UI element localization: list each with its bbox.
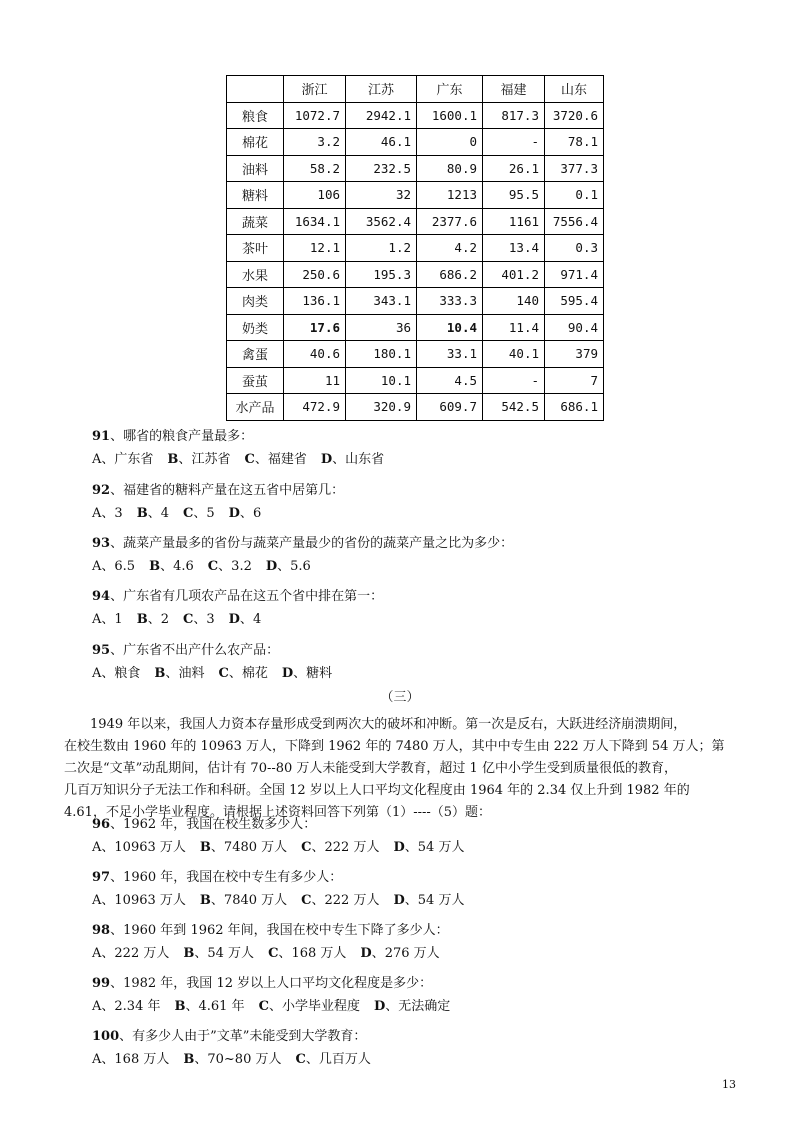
section-title: （三）: [380, 690, 420, 705]
table-cell: 343.1: [346, 288, 417, 315]
table-cell: 232.5: [346, 155, 417, 182]
question-stem: [92, 921, 449, 941]
option-text: 广东省: [114, 452, 154, 467]
passage-paragraph: [64, 714, 744, 824]
option-letter: A: [92, 840, 102, 855]
paragraph-line: 在校生数由 1960 年的 10963 万人，下降到 1962 年的 7480 万人，其中中专生由 222 万人下降到 54 万人；第: [64, 739, 725, 754]
table-cell: 0.1: [545, 182, 604, 209]
option-text: 粮食: [114, 666, 141, 681]
answer-options: [92, 838, 478, 858]
answer-option[interactable]: [92, 557, 135, 577]
option-separator: 、: [277, 559, 291, 574]
answer-option[interactable]: [149, 557, 194, 577]
option-letter: B: [149, 559, 161, 574]
row-label: 禽蛋: [227, 341, 284, 368]
option-separator: 、: [311, 840, 325, 855]
table-cell: 2942.1: [346, 102, 417, 129]
answer-option[interactable]: [92, 610, 123, 630]
question-stem: [92, 815, 316, 835]
table-cell: 0: [417, 129, 483, 156]
table-cell: 26.1: [483, 155, 545, 182]
table-header-cell: [227, 76, 284, 103]
option-text: 小学毕业程度: [281, 999, 360, 1014]
option-separator: 、: [278, 946, 292, 961]
option-separator: 、: [194, 946, 208, 961]
option-text: 1: [114, 612, 123, 627]
question-stem: [92, 868, 342, 888]
option-letter: C: [295, 1052, 306, 1067]
table-header-row: [227, 76, 604, 103]
table-cell: 11.4: [483, 314, 545, 341]
table-cell: 10.4: [417, 314, 483, 341]
table-cell: 4.2: [417, 235, 483, 262]
option-text: 4: [252, 612, 262, 627]
answer-option[interactable]: [393, 891, 464, 911]
table-row: [227, 367, 604, 394]
paragraph-line: 二次是“文革”动乱期间，估计有 70--80 万人未能受到大学教育，超过 1 亿中小学生受到质量很低的教育，: [64, 761, 677, 776]
answer-option[interactable]: [183, 610, 215, 630]
table-cell: 40.1: [483, 341, 545, 368]
table-cell: 17.6: [284, 314, 346, 341]
question-text: 、广东省不出产什么农产品：: [110, 643, 280, 658]
question-number: 95: [92, 643, 111, 658]
option-text: 4: [160, 506, 169, 521]
table-cell: 595.4: [545, 288, 604, 315]
table-row: [227, 288, 604, 315]
option-separator: 、: [101, 999, 115, 1014]
table-cell: 1161: [483, 208, 545, 235]
table-row: [227, 394, 604, 421]
option-text: 几百万人: [318, 1052, 371, 1067]
answer-option[interactable]: [259, 997, 360, 1017]
table-header-cell: 山东: [545, 76, 604, 103]
option-text: 54 万人: [417, 840, 465, 855]
option-separator: 、: [193, 506, 207, 521]
option-letter: D: [393, 893, 405, 908]
option-letter: A: [92, 559, 102, 574]
table-row: [227, 341, 604, 368]
table-cell: 58.2: [284, 155, 346, 182]
option-text: 54 万人: [417, 893, 465, 908]
table-cell: 36: [346, 314, 417, 341]
question-number: 100: [92, 1029, 120, 1044]
question-text: 、福建省的糖料产量在这五省中居第几：: [110, 483, 345, 498]
table-cell: 1.2: [346, 235, 417, 262]
row-label: 油料: [227, 155, 284, 182]
table-cell: 379: [545, 341, 604, 368]
page-number: 13: [722, 1078, 736, 1091]
option-text: 2.34 年: [114, 999, 161, 1014]
option-letter: D: [360, 946, 372, 961]
option-text: 6.5: [114, 559, 136, 574]
option-text: 4.61 年: [198, 999, 245, 1014]
question-number: 93: [92, 536, 111, 551]
table-cell: 140: [483, 288, 545, 315]
option-text: 6: [252, 506, 262, 521]
question-text: 、1962 年，我国在校生数多少人：: [110, 817, 317, 832]
option-text: 168 万人: [114, 1052, 170, 1067]
table-cell: -: [483, 367, 545, 394]
table-cell: 11: [284, 367, 346, 394]
row-label: 水果: [227, 261, 284, 288]
option-letter: D: [393, 840, 405, 855]
table-cell: 333.3: [417, 288, 483, 315]
answer-options: [92, 504, 275, 524]
question-text: 、1960 年，我国在校中专生有多少人：: [110, 870, 343, 885]
option-letter: C: [268, 946, 279, 961]
option-letter: B: [199, 840, 211, 855]
option-separator: 、: [101, 612, 115, 627]
option-separator: 、: [293, 666, 307, 681]
option-separator: 、: [254, 452, 268, 467]
answer-option[interactable]: [167, 450, 230, 470]
option-separator: 、: [193, 612, 207, 627]
option-letter: A: [92, 666, 102, 681]
option-separator: 、: [147, 612, 161, 627]
option-separator: 、: [185, 999, 199, 1014]
answer-option[interactable]: [154, 664, 204, 684]
table-cell: 472.9: [284, 394, 346, 421]
table-cell: 12.1: [284, 235, 346, 262]
answer-option[interactable]: [218, 664, 267, 684]
table-header-cell: 浙江: [284, 76, 346, 103]
table-row: [227, 155, 604, 182]
option-text: 2: [160, 612, 169, 627]
answer-option[interactable]: [393, 838, 464, 858]
question-number: 94: [92, 589, 111, 604]
answer-option[interactable]: [268, 944, 346, 964]
answer-option[interactable]: [92, 1050, 169, 1070]
answer-option[interactable]: [183, 1050, 281, 1070]
answer-option[interactable]: [200, 891, 287, 911]
answer-option[interactable]: [229, 504, 262, 524]
answer-option[interactable]: [92, 944, 169, 964]
row-label: 奶类: [227, 314, 284, 341]
table-cell: 1634.1: [284, 208, 346, 235]
answer-options: [92, 450, 398, 470]
table-body: [227, 102, 604, 420]
table-cell: 609.7: [417, 394, 483, 421]
question-text: 、1982 年，我国 12 岁以上人口平均文化程度是多少：: [110, 976, 433, 991]
question-stem: [92, 974, 432, 994]
answer-option[interactable]: [266, 557, 311, 577]
answer-options: [92, 1050, 385, 1070]
option-separator: 、: [101, 1052, 115, 1067]
answer-options: [92, 997, 464, 1017]
table-cell: 10.1: [346, 367, 417, 394]
row-label: 蔬菜: [227, 208, 284, 235]
table-cell: 90.4: [545, 314, 604, 341]
option-letter: B: [136, 506, 148, 521]
answer-options: [92, 557, 325, 577]
option-text: 7840 万人: [223, 893, 288, 908]
option-separator: 、: [371, 946, 385, 961]
table-cell: 817.3: [483, 102, 545, 129]
question-text: 、有多少人由于”文革”未能受到大学教育：: [119, 1029, 367, 1044]
table-row: [227, 182, 604, 209]
option-text: 222 万人: [114, 946, 170, 961]
table-row: [227, 314, 604, 341]
table-row: [227, 102, 604, 129]
option-text: 油料: [178, 666, 205, 681]
row-label: 蚕茧: [227, 367, 284, 394]
option-letter: A: [92, 999, 102, 1014]
answer-option[interactable]: [92, 450, 153, 470]
option-separator: 、: [101, 893, 115, 908]
question-stem: [92, 481, 344, 501]
option-letter: D: [228, 506, 240, 521]
table-cell: 0.3: [545, 235, 604, 262]
answer-option[interactable]: [92, 838, 186, 858]
answer-option[interactable]: [137, 504, 169, 524]
option-letter: A: [92, 946, 102, 961]
option-separator: 、: [101, 840, 115, 855]
option-separator: 、: [101, 506, 115, 521]
answer-option[interactable]: [295, 1050, 370, 1070]
table-cell: 320.9: [346, 394, 417, 421]
answer-option[interactable]: [244, 450, 306, 470]
table-header-cell: 福建: [483, 76, 545, 103]
option-letter: B: [199, 893, 211, 908]
option-separator: 、: [239, 506, 253, 521]
option-letter: D: [228, 612, 240, 627]
option-letter: D: [320, 452, 333, 467]
option-text: 222 万人: [324, 893, 380, 908]
table-cell: 7: [545, 367, 604, 394]
option-separator: 、: [228, 666, 242, 681]
answer-options: [92, 944, 454, 964]
answer-option[interactable]: [301, 891, 379, 911]
option-letter: A: [92, 1052, 102, 1067]
question-stem: [92, 641, 279, 661]
option-separator: 、: [305, 1052, 319, 1067]
option-text: 糖料: [306, 666, 333, 681]
option-separator: 、: [404, 840, 418, 855]
table-cell: 1600.1: [417, 102, 483, 129]
option-separator: 、: [160, 559, 174, 574]
option-separator: 、: [101, 452, 115, 467]
option-letter: C: [301, 893, 312, 908]
answer-option[interactable]: [229, 610, 262, 630]
question-text: 、蔬菜产量最多的省份与蔬菜产量最少的省份的蔬菜产量之比为多少：: [110, 536, 514, 551]
question-text: 、1960 年到 1962 年间，我国在校中专生下降了多少人：: [110, 923, 449, 938]
table-cell: 136.1: [284, 288, 346, 315]
question-stem: [92, 534, 513, 554]
table-cell: 32: [346, 182, 417, 209]
option-separator: 、: [147, 506, 161, 521]
option-text: 7480 万人: [223, 840, 288, 855]
table-cell: 33.1: [417, 341, 483, 368]
row-label: 肉类: [227, 288, 284, 315]
option-letter: D: [373, 999, 386, 1014]
option-letter: B: [167, 452, 179, 467]
answer-option[interactable]: [137, 610, 169, 630]
option-letter: B: [183, 1052, 195, 1067]
answer-option[interactable]: [92, 504, 123, 524]
table-cell: 80.9: [417, 155, 483, 182]
question-number: 97: [92, 870, 111, 885]
table-cell: 7556.4: [545, 208, 604, 235]
option-letter: A: [92, 893, 102, 908]
answer-option[interactable]: [183, 944, 254, 964]
option-separator: 、: [194, 1052, 208, 1067]
table-cell: 195.3: [346, 261, 417, 288]
option-text: 3: [206, 612, 215, 627]
table-row: [227, 235, 604, 262]
option-text: 10963 万人: [114, 893, 186, 908]
question-number: 96: [92, 817, 111, 832]
option-separator: 、: [404, 893, 418, 908]
table-cell: 542.5: [483, 394, 545, 421]
option-letter: D: [281, 666, 294, 681]
table-cell: 377.3: [545, 155, 604, 182]
answer-option[interactable]: [174, 997, 244, 1017]
question-stem: [92, 587, 383, 607]
option-text: 10963 万人: [114, 840, 186, 855]
table-cell: 13.4: [483, 235, 545, 262]
table-cell: 106: [284, 182, 346, 209]
answer-option[interactable]: [183, 504, 215, 524]
answer-option[interactable]: [301, 838, 379, 858]
option-text: 棉花: [241, 666, 268, 681]
option-separator: 、: [268, 999, 282, 1014]
question-stem: [92, 1027, 366, 1047]
option-separator: 、: [101, 666, 115, 681]
row-label: 糖料: [227, 182, 284, 209]
table-cell: 686.2: [417, 261, 483, 288]
table-row: [227, 129, 604, 156]
option-letter: A: [92, 452, 102, 467]
option-letter: B: [183, 946, 195, 961]
option-text: 54 万人: [207, 946, 255, 961]
question-text: 、广东省有几项农产品在这五个省中排在第一：: [110, 589, 384, 604]
answer-option[interactable]: [374, 997, 450, 1017]
option-separator: 、: [178, 452, 192, 467]
answer-option[interactable]: [360, 944, 439, 964]
paragraph-line: 4.61，不足小学毕业程度。请根据上述资料回答下列第（1）----（5）题：: [64, 805, 492, 820]
option-letter: B: [136, 612, 148, 627]
option-separator: 、: [311, 893, 325, 908]
answer-options: [92, 891, 478, 911]
option-text: 70~80 万人: [207, 1052, 282, 1067]
table-cell: 46.1: [346, 129, 417, 156]
option-letter: B: [174, 999, 186, 1014]
option-separator: 、: [101, 946, 115, 961]
option-text: 168 万人: [291, 946, 347, 961]
option-letter: A: [92, 506, 102, 521]
answer-option[interactable]: [208, 557, 252, 577]
option-text: 江苏省: [191, 452, 231, 467]
question-number: 98: [92, 923, 111, 938]
row-label: 粮食: [227, 102, 284, 129]
option-separator: 、: [385, 999, 399, 1014]
option-separator: 、: [210, 840, 224, 855]
option-text: 5: [206, 506, 215, 521]
table-cell: 2377.6: [417, 208, 483, 235]
question-number: 92: [92, 483, 111, 498]
table-cell: -: [483, 129, 545, 156]
table-cell: 3562.4: [346, 208, 417, 235]
option-text: 5.6: [290, 559, 311, 574]
answer-option[interactable]: [200, 838, 287, 858]
paragraph-line: 1949 年以来，我国人力资本存量形成受到两次大的破坏和冲断。第一次是反右，大跃进经济崩溃期间，: [64, 717, 687, 732]
answer-option[interactable]: [92, 891, 186, 911]
table-cell: 1072.7: [284, 102, 346, 129]
option-letter: C: [301, 840, 312, 855]
table-header-cell: 广东: [417, 76, 483, 103]
option-letter: D: [265, 559, 278, 574]
option-separator: 、: [332, 452, 346, 467]
table-cell: 686.1: [545, 394, 604, 421]
option-separator: 、: [239, 612, 253, 627]
row-label: 棉花: [227, 129, 284, 156]
answer-option[interactable]: [92, 664, 140, 684]
table-cell: 3.2: [284, 129, 346, 156]
option-text: 山东省: [345, 452, 385, 467]
table-cell: 401.2: [483, 261, 545, 288]
answer-option[interactable]: [92, 997, 160, 1017]
answer-option[interactable]: [321, 450, 384, 470]
option-text: 3: [114, 506, 123, 521]
table-cell: 95.5: [483, 182, 545, 209]
table-cell: 40.6: [284, 341, 346, 368]
answer-options: [92, 664, 346, 684]
question-stem: [92, 427, 253, 447]
question-text: 、哪省的粮食产量最多：: [110, 429, 254, 444]
row-label: 水产品: [227, 394, 284, 421]
option-letter: B: [154, 666, 166, 681]
option-text: 3.2: [231, 559, 252, 574]
option-separator: 、: [218, 559, 232, 574]
option-letter: C: [182, 506, 194, 521]
table-cell: 4.5: [417, 367, 483, 394]
option-text: 福建省: [267, 452, 307, 467]
option-letter: C: [218, 666, 229, 681]
production-table: [226, 75, 604, 421]
paragraph-line: 几百万知识分子无法工作和科研。全国 12 岁以上人口平均文化程度由 1964 年的 2.34 仅上升到 1982 年的: [64, 783, 690, 798]
option-text: 222 万人: [324, 840, 380, 855]
option-letter: C: [182, 612, 194, 627]
question-number: 91: [92, 429, 111, 444]
option-text: 4.6: [173, 559, 194, 574]
option-separator: 、: [101, 559, 115, 574]
answer-option[interactable]: [282, 664, 332, 684]
table-cell: 250.6: [284, 261, 346, 288]
table-row: [227, 261, 604, 288]
table-cell: 78.1: [545, 129, 604, 156]
question-number: 99: [92, 976, 111, 991]
table-cell: 1213: [417, 182, 483, 209]
option-letter: C: [207, 559, 219, 574]
table-cell: 3720.6: [545, 102, 604, 129]
option-separator: 、: [165, 666, 179, 681]
option-text: 无法确定: [398, 999, 451, 1014]
option-letter: A: [92, 612, 102, 627]
table-cell: 180.1: [346, 341, 417, 368]
answer-options: [92, 610, 275, 630]
table-row: [227, 208, 604, 235]
option-separator: 、: [210, 893, 224, 908]
option-letter: C: [258, 999, 269, 1014]
table-header-cell: 江苏: [346, 76, 417, 103]
row-label: 茶叶: [227, 235, 284, 262]
option-letter: C: [244, 452, 255, 467]
option-text: 276 万人: [384, 946, 440, 961]
table-cell: 971.4: [545, 261, 604, 288]
